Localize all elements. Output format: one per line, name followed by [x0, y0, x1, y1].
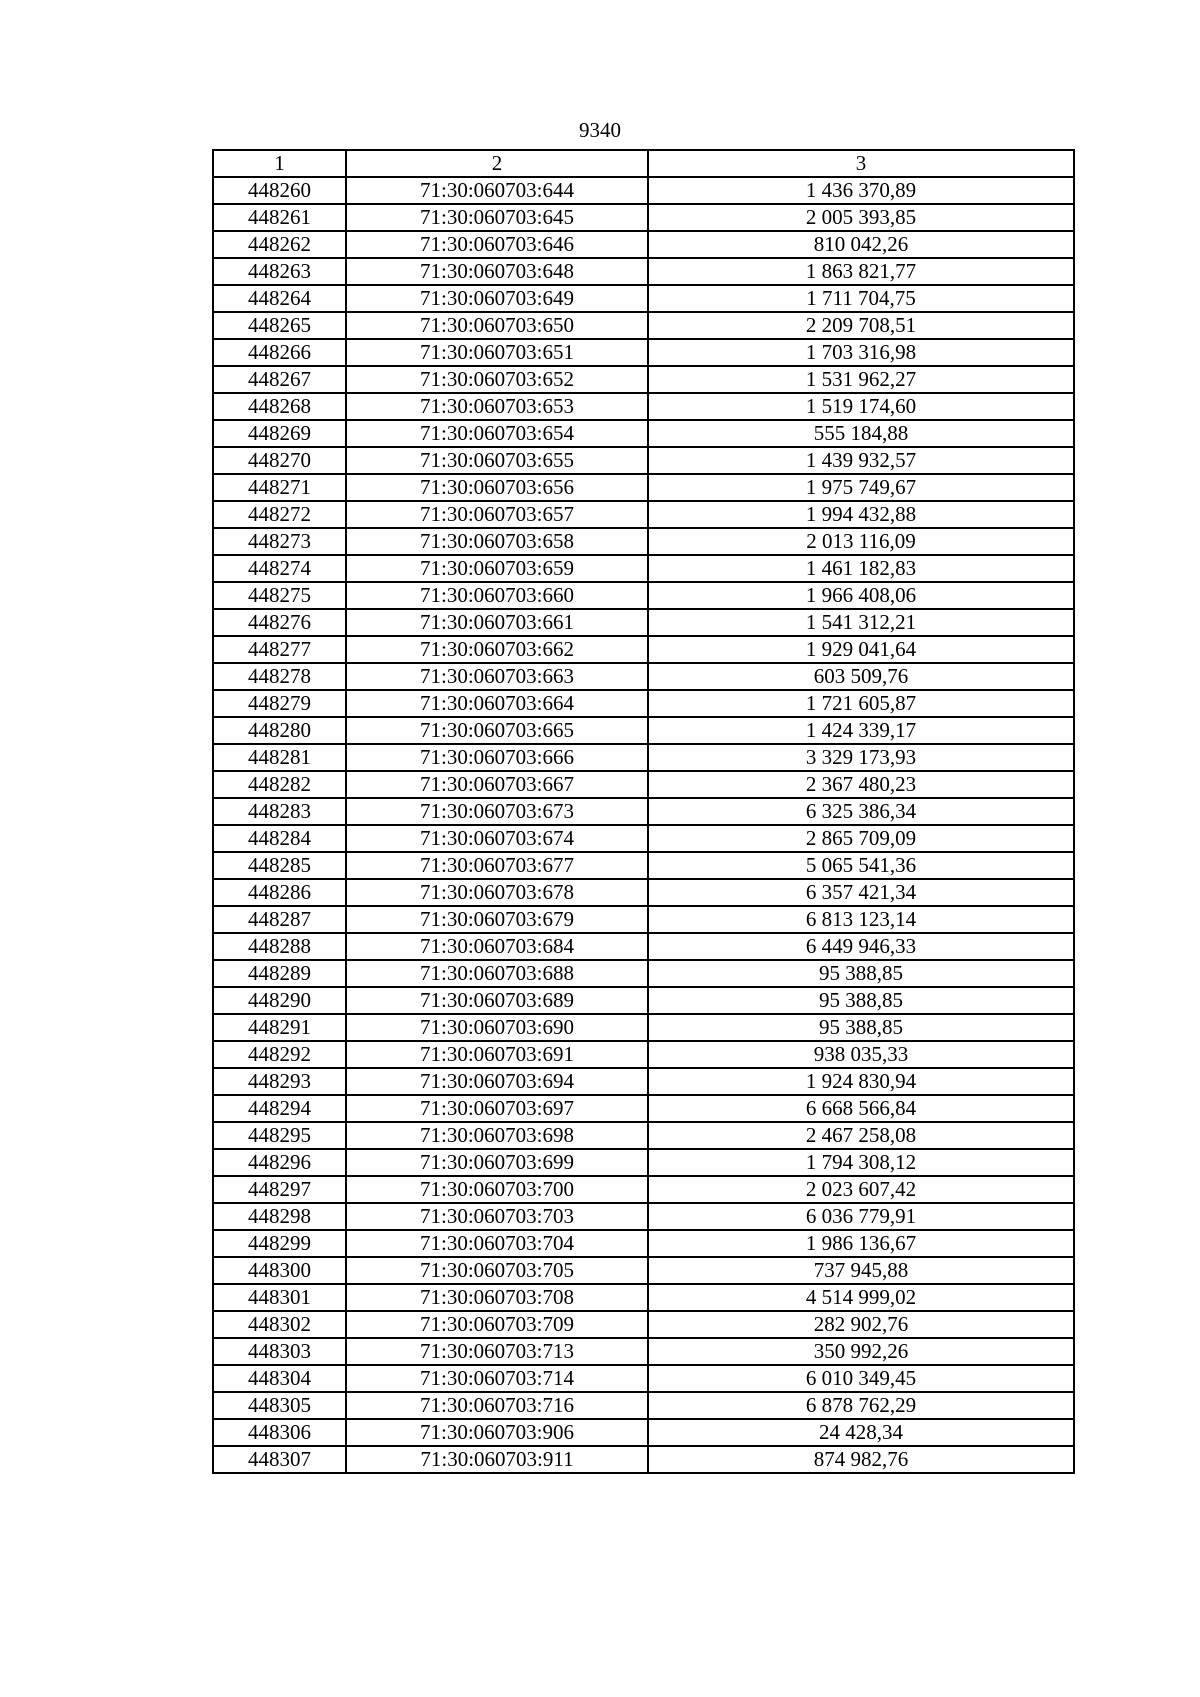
table-row — [213, 420, 1074, 447]
row-number-cell: 448281 — [213, 744, 346, 771]
row-number-cell: 448266 — [213, 339, 346, 366]
row-number-cell: 448279 — [213, 690, 346, 717]
cadastral-number-cell: 71:30:060703:704 — [346, 1230, 648, 1257]
cadastral-number-cell: 71:30:060703:663 — [346, 663, 648, 690]
table-row — [213, 744, 1074, 771]
row-number-cell: 448280 — [213, 717, 346, 744]
value-cell: 24 428,34 — [648, 1419, 1074, 1446]
table-row — [213, 1068, 1074, 1095]
table-row — [213, 447, 1074, 474]
row-number-cell: 448287 — [213, 906, 346, 933]
value-cell: 6 813 123,14 — [648, 906, 1074, 933]
row-number-cell: 448264 — [213, 285, 346, 312]
value-cell: 6 449 946,33 — [648, 933, 1074, 960]
value-cell: 737 945,88 — [648, 1257, 1074, 1284]
value-cell: 1 541 312,21 — [648, 609, 1074, 636]
row-number-cell: 448263 — [213, 258, 346, 285]
row-number-cell: 448283 — [213, 798, 346, 825]
value-cell: 5 065 541,36 — [648, 852, 1074, 879]
table-row — [213, 771, 1074, 798]
value-cell: 2 023 607,42 — [648, 1176, 1074, 1203]
cadastral-number-cell: 71:30:060703:678 — [346, 879, 648, 906]
row-number-cell: 448293 — [213, 1068, 346, 1095]
table-row — [213, 1014, 1074, 1041]
table-row — [213, 906, 1074, 933]
table-row — [213, 798, 1074, 825]
cadastral-number-cell: 71:30:060703:684 — [346, 933, 648, 960]
table-row — [213, 1284, 1074, 1311]
row-number-cell: 448307 — [213, 1446, 346, 1473]
cadastral-number-cell: 71:30:060703:690 — [346, 1014, 648, 1041]
cadastral-number-cell: 71:30:060703:699 — [346, 1149, 648, 1176]
table-row — [213, 960, 1074, 987]
cadastral-number-cell: 71:30:060703:659 — [346, 555, 648, 582]
value-cell: 1 994 432,88 — [648, 501, 1074, 528]
column-header-3: 3 — [648, 150, 1074, 177]
cadastral-number-cell: 71:30:060703:673 — [346, 798, 648, 825]
row-number-cell: 448277 — [213, 636, 346, 663]
table-row — [213, 825, 1074, 852]
value-cell: 1 863 821,77 — [648, 258, 1074, 285]
row-number-cell: 448306 — [213, 1419, 346, 1446]
value-cell: 1 703 316,98 — [648, 339, 1074, 366]
row-number-cell: 448298 — [213, 1203, 346, 1230]
value-cell: 1 721 605,87 — [648, 690, 1074, 717]
value-cell: 1 436 370,89 — [648, 177, 1074, 204]
row-number-cell: 448260 — [213, 177, 346, 204]
table-row — [213, 933, 1074, 960]
column-header-2: 2 — [346, 150, 648, 177]
table-row — [213, 285, 1074, 312]
value-cell: 1 531 962,27 — [648, 366, 1074, 393]
value-cell: 2 005 393,85 — [648, 204, 1074, 231]
value-cell: 2 865 709,09 — [648, 825, 1074, 852]
row-number-cell: 448284 — [213, 825, 346, 852]
value-cell: 2 013 116,09 — [648, 528, 1074, 555]
value-cell: 938 035,33 — [648, 1041, 1074, 1068]
header-row — [213, 150, 1074, 177]
row-number-cell: 448286 — [213, 879, 346, 906]
row-number-cell: 448297 — [213, 1176, 346, 1203]
table-row — [213, 177, 1074, 204]
table-row — [213, 690, 1074, 717]
value-cell: 1 986 136,67 — [648, 1230, 1074, 1257]
row-number-cell: 448261 — [213, 204, 346, 231]
table-row — [213, 393, 1074, 420]
value-cell: 2 209 708,51 — [648, 312, 1074, 339]
value-cell: 6 325 386,34 — [648, 798, 1074, 825]
table-row — [213, 366, 1074, 393]
row-number-cell: 448285 — [213, 852, 346, 879]
cadastral-number-cell: 71:30:060703:705 — [346, 1257, 648, 1284]
row-number-cell: 448301 — [213, 1284, 346, 1311]
table-row — [213, 1041, 1074, 1068]
row-number-cell: 448300 — [213, 1257, 346, 1284]
value-cell: 6 878 762,29 — [648, 1392, 1074, 1419]
row-number-cell: 448278 — [213, 663, 346, 690]
cadastral-number-cell: 71:30:060703:661 — [346, 609, 648, 636]
table-row — [213, 204, 1074, 231]
table-row — [213, 1365, 1074, 1392]
column-header-1: 1 — [213, 150, 346, 177]
cadastral-number-cell: 71:30:060703:644 — [346, 177, 648, 204]
row-number-cell: 448295 — [213, 1122, 346, 1149]
table-row — [213, 987, 1074, 1014]
table-row — [213, 879, 1074, 906]
table-row — [213, 501, 1074, 528]
cadastral-number-cell: 71:30:060703:664 — [346, 690, 648, 717]
cadastral-number-cell: 71:30:060703:694 — [346, 1068, 648, 1095]
table-row — [213, 609, 1074, 636]
value-cell: 1 424 339,17 — [648, 717, 1074, 744]
value-cell: 6 010 349,45 — [648, 1365, 1074, 1392]
cadastral-number-cell: 71:30:060703:674 — [346, 825, 648, 852]
cadastral-number-cell: 71:30:060703:655 — [346, 447, 648, 474]
row-number-cell: 448303 — [213, 1338, 346, 1365]
row-number-cell: 448276 — [213, 609, 346, 636]
value-cell: 4 514 999,02 — [648, 1284, 1074, 1311]
cadastral-number-cell: 71:30:060703:649 — [346, 285, 648, 312]
cadastral-number-cell: 71:30:060703:703 — [346, 1203, 648, 1230]
value-cell: 874 982,76 — [648, 1446, 1074, 1473]
value-cell: 2 367 480,23 — [648, 771, 1074, 798]
value-cell: 1 924 830,94 — [648, 1068, 1074, 1095]
cadastral-number-cell: 71:30:060703:662 — [346, 636, 648, 663]
row-number-cell: 448291 — [213, 1014, 346, 1041]
row-number-cell: 448294 — [213, 1095, 346, 1122]
value-cell: 1 519 174,60 — [648, 393, 1074, 420]
table-row — [213, 1392, 1074, 1419]
value-cell: 1 439 932,57 — [648, 447, 1074, 474]
table-row — [213, 1257, 1074, 1284]
cadastral-number-cell: 71:30:060703:708 — [346, 1284, 648, 1311]
row-number-cell: 448265 — [213, 312, 346, 339]
row-number-cell: 448290 — [213, 987, 346, 1014]
table-body — [213, 177, 1074, 1473]
cadastral-number-cell: 71:30:060703:689 — [346, 987, 648, 1014]
cadastral-number-cell: 71:30:060703:688 — [346, 960, 648, 987]
table-row — [213, 1122, 1074, 1149]
row-number-cell: 448305 — [213, 1392, 346, 1419]
cadastral-number-cell: 71:30:060703:698 — [346, 1122, 648, 1149]
row-number-cell: 448275 — [213, 582, 346, 609]
row-number-cell: 448269 — [213, 420, 346, 447]
cadastral-number-cell: 71:30:060703:691 — [346, 1041, 648, 1068]
cadastral-number-cell: 71:30:060703:658 — [346, 528, 648, 555]
value-cell: 1 711 704,75 — [648, 285, 1074, 312]
cadastral-number-cell: 71:30:060703:656 — [346, 474, 648, 501]
table-row — [213, 663, 1074, 690]
cadastral-number-cell: 71:30:060703:911 — [346, 1446, 648, 1473]
cadastral-number-cell: 71:30:060703:713 — [346, 1338, 648, 1365]
row-number-cell: 448273 — [213, 528, 346, 555]
table-row — [213, 528, 1074, 555]
table-row — [213, 1095, 1074, 1122]
cadastral-number-cell: 71:30:060703:653 — [346, 393, 648, 420]
cadastral-number-cell: 71:30:060703:646 — [346, 231, 648, 258]
cadastral-number-cell: 71:30:060703:677 — [346, 852, 648, 879]
page-number: 9340 — [579, 118, 621, 142]
value-cell: 6 036 779,91 — [648, 1203, 1074, 1230]
cadastral-number-cell: 71:30:060703:709 — [346, 1311, 648, 1338]
value-cell: 95 388,85 — [648, 960, 1074, 987]
row-number-cell: 448304 — [213, 1365, 346, 1392]
cadastral-number-cell: 71:30:060703:667 — [346, 771, 648, 798]
table-row — [213, 582, 1074, 609]
row-number-cell: 448272 — [213, 501, 346, 528]
row-number-cell: 448274 — [213, 555, 346, 582]
cadastral-number-cell: 71:30:060703:697 — [346, 1095, 648, 1122]
row-number-cell: 448288 — [213, 933, 346, 960]
table-row — [213, 1176, 1074, 1203]
value-cell: 282 902,76 — [648, 1311, 1074, 1338]
table-row — [213, 1338, 1074, 1365]
table-row — [213, 1149, 1074, 1176]
row-number-cell: 448270 — [213, 447, 346, 474]
value-cell: 2 467 258,08 — [648, 1122, 1074, 1149]
cadastral-number-cell: 71:30:060703:700 — [346, 1176, 648, 1203]
row-number-cell: 448299 — [213, 1230, 346, 1257]
value-cell: 603 509,76 — [648, 663, 1074, 690]
value-cell: 555 184,88 — [648, 420, 1074, 447]
cadastral-number-cell: 71:30:060703:666 — [346, 744, 648, 771]
row-number-cell: 448292 — [213, 1041, 346, 1068]
table-row — [213, 312, 1074, 339]
value-cell: 95 388,85 — [648, 987, 1074, 1014]
value-cell: 6 357 421,34 — [648, 879, 1074, 906]
row-number-cell: 448268 — [213, 393, 346, 420]
row-number-cell: 448271 — [213, 474, 346, 501]
row-number-cell: 448296 — [213, 1149, 346, 1176]
cadastral-number-cell: 71:30:060703:652 — [346, 366, 648, 393]
table-row — [213, 1311, 1074, 1338]
cadastral-number-cell: 71:30:060703:648 — [346, 258, 648, 285]
value-cell: 6 668 566,84 — [648, 1095, 1074, 1122]
value-cell: 1 966 408,06 — [648, 582, 1074, 609]
table-row — [213, 474, 1074, 501]
row-number-cell: 448267 — [213, 366, 346, 393]
table-row — [213, 1419, 1074, 1446]
cadastral-number-cell: 71:30:060703:645 — [346, 204, 648, 231]
table-header — [213, 150, 1074, 177]
row-number-cell: 448302 — [213, 1311, 346, 1338]
table-row — [213, 1203, 1074, 1230]
value-cell: 1 461 182,83 — [648, 555, 1074, 582]
cadastral-number-cell: 71:30:060703:665 — [346, 717, 648, 744]
value-cell: 95 388,85 — [648, 1014, 1074, 1041]
table-row — [213, 717, 1074, 744]
table-row — [213, 339, 1074, 366]
value-cell: 1 794 308,12 — [648, 1149, 1074, 1176]
row-number-cell: 448262 — [213, 231, 346, 258]
table-row — [213, 636, 1074, 663]
cadastral-number-cell: 71:30:060703:657 — [346, 501, 648, 528]
table-row — [213, 1230, 1074, 1257]
table-row — [213, 1446, 1074, 1473]
cadastral-number-cell: 71:30:060703:906 — [346, 1419, 648, 1446]
value-cell: 1 975 749,67 — [648, 474, 1074, 501]
cadastral-number-cell: 71:30:060703:651 — [346, 339, 648, 366]
row-number-cell: 448282 — [213, 771, 346, 798]
registry-table — [212, 149, 1075, 1474]
table-row — [213, 258, 1074, 285]
cadastral-number-cell: 71:30:060703:679 — [346, 906, 648, 933]
value-cell: 350 992,26 — [648, 1338, 1074, 1365]
cadastral-number-cell: 71:30:060703:650 — [346, 312, 648, 339]
value-cell: 810 042,26 — [648, 231, 1074, 258]
table-row — [213, 231, 1074, 258]
value-cell: 3 329 173,93 — [648, 744, 1074, 771]
table-row — [213, 555, 1074, 582]
cadastral-number-cell: 71:30:060703:654 — [346, 420, 648, 447]
cadastral-number-cell: 71:30:060703:716 — [346, 1392, 648, 1419]
table-row — [213, 852, 1074, 879]
row-number-cell: 448289 — [213, 960, 346, 987]
cadastral-number-cell: 71:30:060703:660 — [346, 582, 648, 609]
cadastral-number-cell: 71:30:060703:714 — [346, 1365, 648, 1392]
value-cell: 1 929 041,64 — [648, 636, 1074, 663]
